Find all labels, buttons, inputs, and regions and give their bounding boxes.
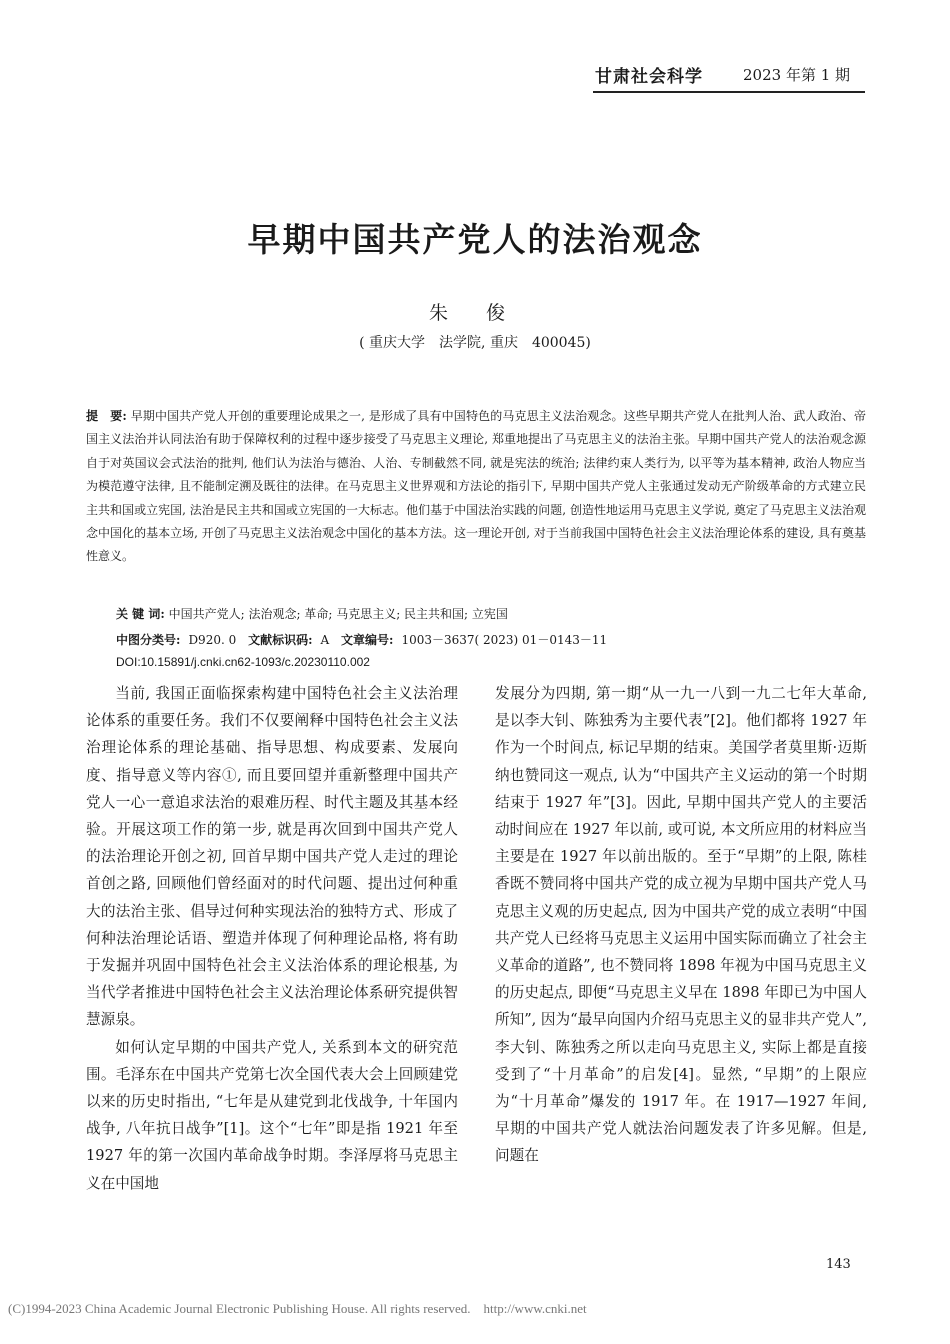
body-column-right: [495, 680, 867, 1170]
keywords-text: 中国共产党人; 法治观念; 革命; 马克思主义; 民主共和国; 立宪国: [168, 607, 508, 621]
abstract: [86, 405, 866, 569]
clc-label: 中图分类号:: [116, 633, 181, 647]
page-number: 143: [826, 1257, 851, 1272]
header-rule: [593, 91, 865, 93]
running-header: [595, 62, 865, 90]
keywords: [116, 605, 866, 622]
issue-label: 2023 年第 1 期: [743, 66, 851, 84]
doc-code-value: A: [320, 633, 330, 647]
author-name: 朱 俊: [428, 302, 522, 324]
body-paragraph: 当前, 我国正面临探索构建中国特色社会主义法治理论体系的重要任务。我们不仅要阐释中国特色社会主义法治理论体系的理论基础、指导思想、构成要素、发展向度、指导意义等内容①, 而且要回望并重新整理中国共产党人一心一意追求法治的艰难历程、时代主题及其基本经验。开展这项工作的第一步, 就是再次回到中国共产党人的法治理论开创之初, 回首早期中国共产党人走过的理论首创之路, 回顾他们曾经面对的时代问题、提出过何种重大的法治主张、倡导过何种实现法治的独特方式、形成了何种法治理论话语、塑造并体现了何种理论品格, 将有助于发掘并巩固中国特色社会主义法治体系的理论根基, 为当代学者推进中国特色社会主义法治理论体系研究提供智慧源泉。: [86, 685, 458, 1029]
author-affiliation: ( 重庆大学 法学院, 重庆 400045): [359, 335, 591, 351]
classification-info: [116, 631, 866, 648]
body-paragraph: 如何认定早期的中国共产党人, 关系到本文的研究范围。毛泽东在中国共产党第七次全国代表大会上回顾建党以来的历史时指出, “七年是从建党到北伐战争, 十年国内战争, 八年抗日战争”[1]。这个“七年”即是指 1921 年至 1927 年的第一次国内革命战争时期。李泽厚将马克思主义在中国地: [86, 1038, 458, 1192]
doc-code-label: 文献标识码:: [248, 633, 313, 647]
body-column-left: [86, 680, 458, 1197]
copyright-footer: (C)1994-2023 China Academic Journal Electronic Publishing House. All rights reserved. http://www.cnki.net: [8, 1301, 587, 1316]
body-paragraph: 发展分为四期, 第一期“从一九一八到一九二七年大革命, 是以李大钊、陈独秀为主要代表”[2]。他们都将 1927 年作为一个时间点, 标记早期的结束。美国学者莫里斯·迈斯纳也赞同这一观点, 认为“中国共产主义运动的第一个时期结束于 1927 年”[3]。因此, 早期中国共产党人的主要活动时间应在 1927 年以前, 或可说, 本文所应用的材料应当主要是在 1927 年以前出版的。至于“早期”的上限, 陈桂香既不赞同将中国共产党的成立视为早期中国共产党人马克思主义观的历史起点, 因为中国共产党的成立表明“中国共产党人已经将马克思主义运用中国实际而确立了社会主义革命的道路”, 也不赞同将 1898 年视为中国马克思主义的历史起点, 即便“马克思主义早在 1898 年即已为中国人所知”, 因为“最早向国内介绍马克思主义的显非共产党人”, 李大钊、陈独秀之所以走向马克思主义, 实际上都是直接受到了“十月革命”的启发[4]。显然, “早期”的上限应为“十月革命”爆发的 1917 年。在 1917—1927 年间, 早期的中国共产党人就法治问题发表了许多见解。但是, 问题在: [495, 685, 867, 1165]
clc-value: D920. 0: [188, 633, 237, 647]
abstract-text: 早期中国共产党人开创的重要理论成果之一, 是形成了具有中国特色的马克思主义法治观念。这些早期共产党人在批判人治、武人政治、帝国主义法治并认同法治有助于保障权利的过程中逐步接受了马克思主义理论, 郑重地提出了马克思主义的法治主张。早期中国共产党人的法治观念源自于对英国议会式法治的批判, 他们认为法治与德治、人治、专制截然不同, 就是宪法的统治; 法律约束人类行为, 以平等为基本精神, 政治人物应当为模范遵守法律, 且不能制定溯及既往的法律。在马克思主义世界观和方法论的指引下, 早期中国共产党人主张通过发动无产阶级革命的方式建立民主共和国或立宪国, 法治是民主共和国或立宪国的一大标志。他们基于中国法治实践的问题, 创造性地运用马克思主义学说, 奠定了马克思主义法治观念中国化的基本立场, 开创了马克思主义法治观念中国化的基本方法。这一理论开创, 对于当前我国中国特色社会主义法治理论体系的建设, 具有奠基性意义。: [86, 409, 866, 564]
doi: DOI:10.15891/j.cnki.cn62-1093/c.20230110.002: [116, 655, 370, 669]
keywords-label: 关 键 词:: [116, 607, 165, 621]
article-title: 早期中国共产党人的法治观念: [247, 220, 703, 259]
abstract-label: 提 要:: [86, 409, 127, 423]
article-number-label: 文章编号:: [341, 633, 394, 647]
article-number-value: 1003－3637( 2023) 01－0143－11: [401, 633, 608, 647]
journal-name: 甘肃社会科学: [595, 67, 703, 87]
